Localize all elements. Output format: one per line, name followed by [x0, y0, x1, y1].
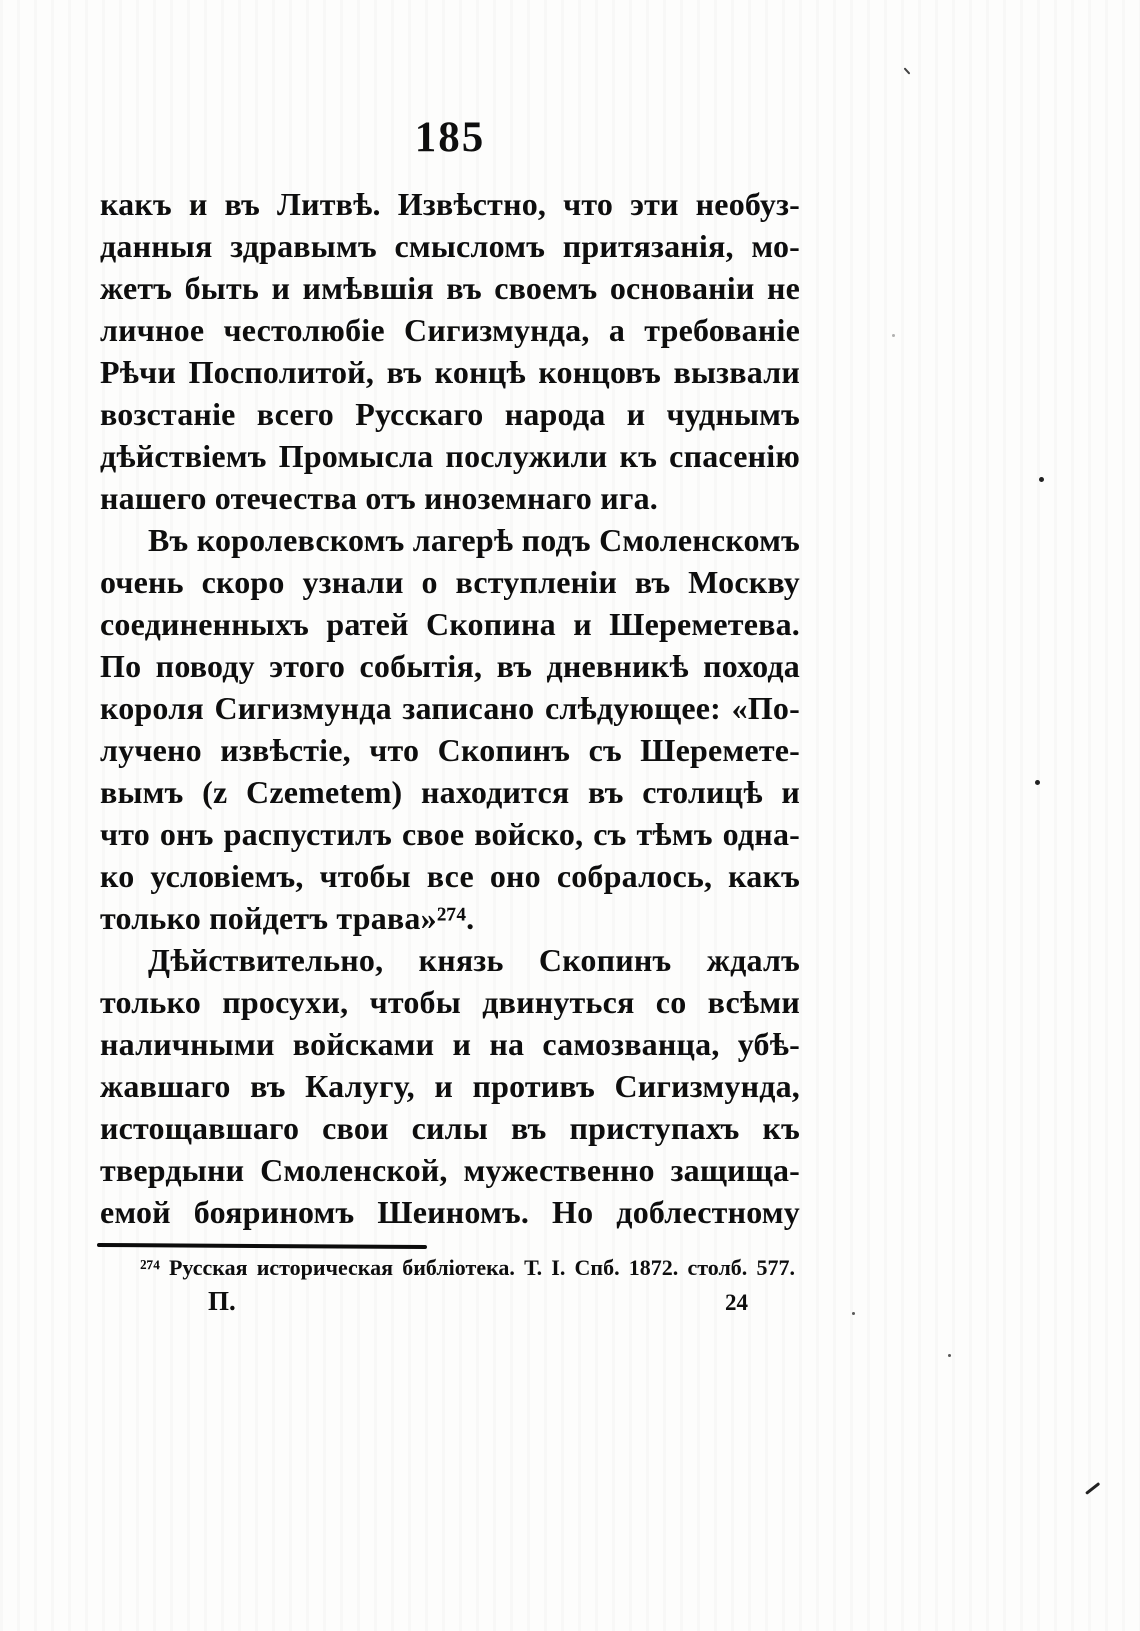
text-line: ко условіемъ, чтобы все оно собралось, какъ — [100, 858, 800, 894]
text-line: только просухи, чтобы двинуться со всѣми — [100, 984, 800, 1020]
scan-speck — [904, 67, 911, 74]
volume-signature-mark: П. — [208, 1286, 236, 1316]
footnote-text: ²⁷⁴ Русская историческая библіотека. Т. I. Спб. 1872. столб. 577. — [140, 1255, 795, 1280]
main-text — [100, 183, 800, 1233]
text-line: жавшаго въ Калугу, и противъ Сигизмунда, — [100, 1068, 800, 1104]
text-line: истощавшаго свои силы въ приступахъ къ — [100, 1110, 800, 1146]
text-line: личное честолюбіе Сигизмунда, а требованіе — [100, 312, 800, 348]
scan-speck — [892, 334, 895, 337]
text-line: возстаніе всего Русскаго народа и чуднымъ — [100, 396, 800, 432]
scan-speck — [948, 1354, 951, 1357]
text-line: данныя здравымъ смысломъ притязанія, мо- — [100, 228, 800, 264]
scan-speck — [1035, 780, 1040, 785]
text-line: твердыни Смоленской, мужественно защища- — [100, 1152, 800, 1188]
footnote-divider — [97, 1243, 427, 1249]
text-line: наличными войсками и на самозванца, убѣ- — [100, 1026, 800, 1062]
text-line: емой бояриномъ Шеиномъ. Но доблестному — [100, 1194, 800, 1230]
text-line: Рѣчи Посполитой, въ концѣ концовъ вызвали — [100, 354, 800, 390]
text-line: вымъ (z Czemetem) находится въ столицѣ и — [100, 774, 800, 810]
text-line: соединенныхъ ратей Скопина и Шереметева. — [100, 606, 800, 642]
text-line: Въ королевскомъ лагерѣ подъ Смоленскомъ — [148, 522, 800, 558]
text-line: Дѣйствительно, князь Скопинъ ждалъ — [148, 942, 800, 978]
text-line: короля Сигизмунда записано слѣдующее: «По- — [100, 690, 800, 726]
text-line: жетъ быть и имѣвшія въ своемъ основаніи не — [100, 270, 800, 306]
text-line: дѣйствіемъ Промысла послужили къ спасенію — [100, 438, 800, 474]
text-line: очень скоро узнали о вступленіи въ Москву — [100, 564, 800, 600]
text-line: какъ и въ Литвѣ. Извѣстно, что эти необуз- — [100, 186, 800, 222]
page-number: 185 — [414, 114, 486, 161]
text-line: что онъ распустилъ свое войско, съ тѣмъ одна- — [100, 816, 800, 852]
text-line: нашего отечества отъ иноземнаго ига. — [100, 480, 658, 516]
scan-speck — [1039, 477, 1044, 482]
scan-speck — [1085, 1482, 1100, 1494]
sheet-number: 24 — [725, 1290, 748, 1315]
text-line: лучено извѣстіе, что Скопинъ съ Шеремете- — [100, 732, 800, 768]
scan-speck — [852, 1312, 855, 1315]
text-line: только пойдетъ трава»²⁷⁴. — [100, 900, 475, 936]
text-line: По поводу этого событія, въ дневникѣ похода — [100, 648, 800, 684]
